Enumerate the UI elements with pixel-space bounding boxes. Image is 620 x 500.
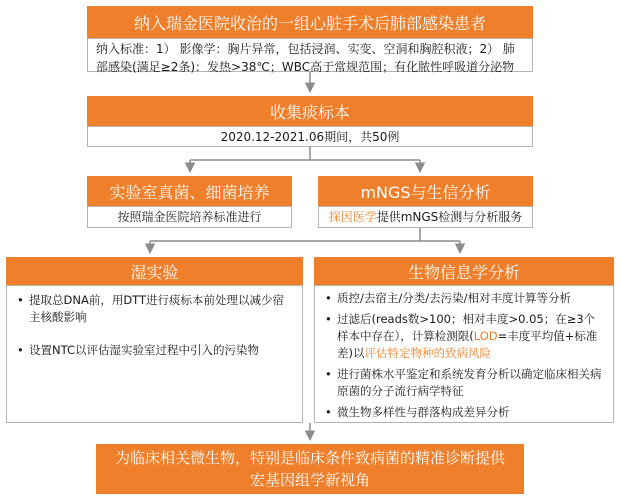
bioinfo-box bbox=[314, 257, 614, 285]
wetlab-box bbox=[6, 257, 303, 285]
wetlab-title: 湿实验 bbox=[130, 262, 179, 282]
bioinfo-title: 生物信息学分析 bbox=[407, 262, 520, 282]
footer-box bbox=[96, 444, 524, 494]
inclusion-criteria-text: 纳入标准：1） 影像学：胸片异常，包括浸润、实变、空洞和胸腔积液；2） 肺部感染(满足≥2条)：发热>38℃；WBC高于常规范围；有化脓性呼吸道分泌物 bbox=[96, 42, 515, 74]
bioinfo-item-3: • 进行菌株水平鉴定和系统发育分析以确定临床相关病原菌的分子流行病学特征 bbox=[323, 366, 605, 400]
mngs-desc bbox=[329, 208, 523, 226]
bioinfo-list-box bbox=[314, 285, 614, 423]
wetlab-list-box bbox=[6, 285, 303, 423]
mngs-desc-suffix: 提供mNGS检测与分析服务 bbox=[376, 210, 523, 224]
lod-label: LOD bbox=[473, 329, 498, 343]
bioinfo-list bbox=[323, 290, 605, 421]
wetlab-item-1: • 提取总DNA前，用DTT进行痰标本前处理以减少宿主核酸影响 bbox=[15, 292, 294, 326]
culture-desc-box bbox=[87, 206, 292, 228]
bioinfo-item-2-part-b: =丰度平均值+标准差)以 bbox=[337, 329, 598, 360]
pathogenic-risk-label: 评估特定物种的致病风险 bbox=[364, 346, 491, 360]
bioinfo-item-2 bbox=[323, 311, 605, 362]
bioinfo-item-2-part-a: 过滤后(reads数>100；相对丰度>0.05；在≥3个样本中存在），计算检测限( bbox=[337, 312, 596, 343]
wetlab-list bbox=[15, 292, 294, 359]
mngs-title: mNGS与生信分析 bbox=[360, 182, 491, 202]
wetlab-item-2: • 设置NTC以评估湿实验室过程中引入的污染物 bbox=[15, 342, 294, 359]
inclusion-criteria-box bbox=[87, 38, 533, 72]
culture-title: 实验室真菌、细菌培养 bbox=[109, 182, 270, 202]
footer-text: 为临床相关微生物，特别是临床条件致病菌的精准诊断提供宏基因组学新视角 bbox=[114, 449, 505, 489]
sputum-collection-box bbox=[87, 96, 533, 126]
sputum-collection-title: 收集痰标本 bbox=[269, 102, 350, 122]
mngs-box bbox=[318, 176, 533, 206]
bioinfo-item-4: • 微生物多样性与群落构成差异分析 bbox=[323, 404, 605, 421]
header-title: 纳入瑞金医院收治的一组心脏手术后肺部感染患者 bbox=[133, 13, 486, 33]
culture-box bbox=[87, 176, 292, 206]
mngs-provider: 探因医学 bbox=[328, 210, 377, 224]
bioinfo-item-1: • 质控/去宿主/分类/去污染/相对丰度计算等分析 bbox=[323, 290, 605, 307]
collection-period-box bbox=[87, 126, 533, 147]
collection-period-text: 2020.12-2021.06期间，共50例 bbox=[220, 129, 400, 144]
mngs-desc-box bbox=[318, 206, 533, 228]
culture-desc: 按照瑞金医院培养标准进行 bbox=[117, 210, 262, 224]
header-box bbox=[87, 6, 533, 38]
